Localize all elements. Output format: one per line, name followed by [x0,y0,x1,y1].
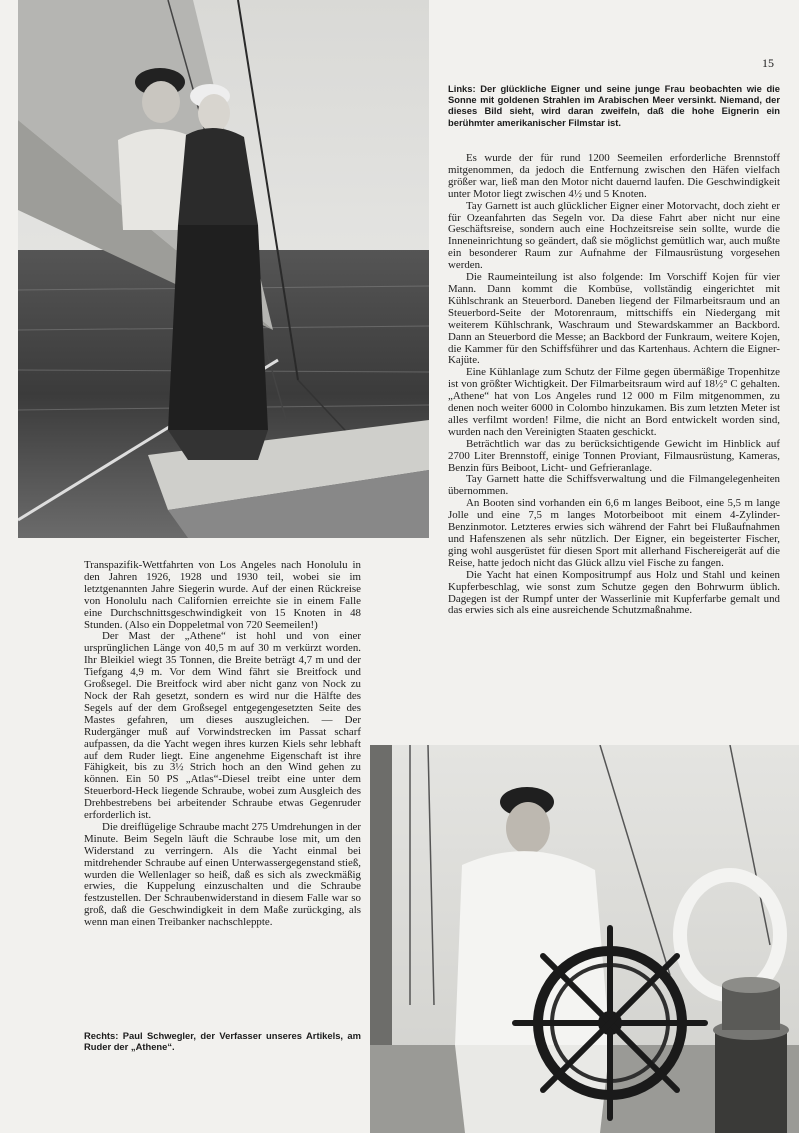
photo-man-at-wheel [370,745,799,1133]
right-paragraph: Die Yacht hat einen Kompositrumpf aus Holz und Stahl und keinen Kupferbeschlag, wie sonst zum Schutze gegen den Bohrwurm üblich. Dagegen ist der Rumpf unter der Wasserlinie mit Kupferfarbe gemalt und das erwies sich als eine ausreichende Schutzmaßnahme. [448,568,780,617]
caption-bottom: Rechts: Paul Schwegler, der Verfasser unseres Artikels, am Ruder der „Athene“. [84,1030,361,1053]
right-paragraph: Die Raumeinteilung ist also folgende: Im Vorschiff Kojen für vier Mann. Dann kommt die Kombüse, vollständig eingerichtet mit Kühlschrank an Steuerbord. Daneben liegend der Filmarbeitsraum und an Steuerbord-Seite der Motorenraum, mittschiffs ein Niedergang mit weiterem Kühlschrank, Waschraum und Stewardskammer an Backbord. Dann an Steuerbord die Messe; an Backbord der Funkraum, weitere Kojen, die Kammer für den Schiffsführer und das Kartenhaus. Achtern die Eigner-Kajüte. [448,271,780,367]
right-text-column [448,153,780,617]
right-paragraph: An Booten sind vorhanden ein 6,6 m langes Beiboot, eine 5,5 m lange Jolle und eine 7,5 m langes Motorbeiboot mit einem 4-Zylinder-Benzinmotor. Letzteres erwies sich während der Fahrt bei Flußaufnahmen und Hafenszenen als sehr nützlich. Der Eigner, ein begeisterter Fischer, ging wohl ausgerüstet für diesen Sport mit allerhand Fischereigerät auf die Reise, hatte jedoch nicht das Glück allzu viel Fische zu fangen. [448,497,780,569]
left-paragraph: Der Mast der „Athene“ ist hohl und von einer ursprünglichen Länge von 40,5 m auf 30 m verkürzt worden. Ihr Bleikiel wiegt 35 Tonnen, die Breite beträgt 4,7 m und der Tiefgang 4,9 m. Vor dem Wind fährt sie Breitfock und Großsegel. Die Breitfock wird aber nicht ganz von Nock zu Nock der Rah gesetzt, sondern es wird nur die Hälfte des Segels auf der dem Großsegel entgegengesetzten Seite des Mastes gefahren, um dieses auszugleichen. — Der Rudergänger muß auf Vorwindstrecken im Passat scharf aufpassen, da die Yacht wegen ihres kurzen Kiels sehr lebhaft auf dem Ruder liegt. Eine angenehme Eigenschaft ist ihre Fähigkeit, bis zu 3½ Strich hoch an den Wind gehen zu können. Ein 50 PS „Atlas“-Diesel treibt eine unter dem Steuerbord-Heck liegende Schraube, wobei zum Ausgleich des Drehbestrebens bei arbeitender Schraube etwas Gegenruder erforderlich ist. [84,630,361,822]
right-paragraph: Eine Kühlanlage zum Schutz der Filme gegen übermäßige Tropenhitze ist von größter Wichtigkeit. Der Filmarbeitsraum wird auf 18½° C gehalten. „Athene“ hat von Los Angeles rund 12 000 m Film mitgenommen, zu denen noch weiter 6000 in Colombo hinzukamen. Bis zum letzten Meter ist alles verfilmt worden! Filme, die nicht an Bord entwickelt worden sind, wurden nach den Vereinigten Staaten geschickt. [448,366,780,438]
caption-top: Links: Der glückliche Eigner und seine junge Frau beobachten wie die Sonne mit goldenen Strahlen im Arabischen Meer versinkt. Niemand, der dieses Bild sieht, wird daran zweifeln, daß die hohe Eignerin ein berühmter amerikanischer Filmstar ist. [448,83,780,128]
left-paragraph: Die dreiflügelige Schraube macht 275 Umdrehungen in der Minute. Beim Segeln läuft die Schraube lose mit, um den Widerstand zu verringern. Als die Yacht einmal bei mitdrehender Schraube auf einen Unterwassergegenstand stieß, wurden die Wellenlager so heiß, daß es sich als zweckmäßig erwies, die Kuppelung einzuschalten und die Schraube festzustellen. Der Schraubenwiderstand in diesem Falle war so groß, daß die Geschwindigkeit in dem Maße zurückging, als wenn man einen Treibanker nachschleppte. [84,820,361,929]
left-text-column [84,560,361,929]
left-paragraph: Transpazifik-Wettfahrten von Los Angeles nach Honolulu in den Jahren 1926, 1928 und 1930 teil, wobei sie im letztgenannten Jahre Siegerin wurde. Auf der einen Rückreise von Honolulu nach Californien erreichte sie in einem Falle eine Durchschnittsgeschwindigkeit von 15 Knoten in 48 Stunden. (Also ein Doppeletmal von 720 Seemeilen!) [84,559,361,631]
right-paragraph: Es wurde der für rund 1200 Seemeilen erforderliche Brennstoff mitgenommen, da jedoch die Entfernung zwischen den Häfen vielfach größer war, ließ man den Motor nicht dauernd laufen. Die Geschwindigkeit unter Motor liegt zwischen 4½ und 5 Knoten. [448,152,780,200]
photo-couple-on-bow [18,0,429,538]
page-number: 15 [762,56,774,70]
right-paragraph: Tay Garnett hatte die Schiffsverwaltung und die Filmangelegenheiten übernommen. [448,473,780,498]
right-paragraph: Beträchtlich war das zu berücksichtigende Gewicht im Hinblick auf 2700 Liter Brennstoff, einige Tonnen Proviant, Filmausrüstung, Kameras, Benzin fürs Beiboot, Licht- und Gefrieranlage. [448,437,780,474]
right-paragraph: Tay Garnett ist auch glücklicher Eigner einer Motorvacht, doch zieht er für Ozeanfahrten das Segeln vor. Da diese Fahrt aber nicht nur eine Geschäftsreise, sondern auch eine Hochzeitsreise sein sollte, wurde die Inneneinrichtung so geändert, daß sie möglichst gemütlich war, auch mußte ein besonderer Raum zur Aufnahme der Filmausrüstung vorgesehen werden. [448,199,780,272]
